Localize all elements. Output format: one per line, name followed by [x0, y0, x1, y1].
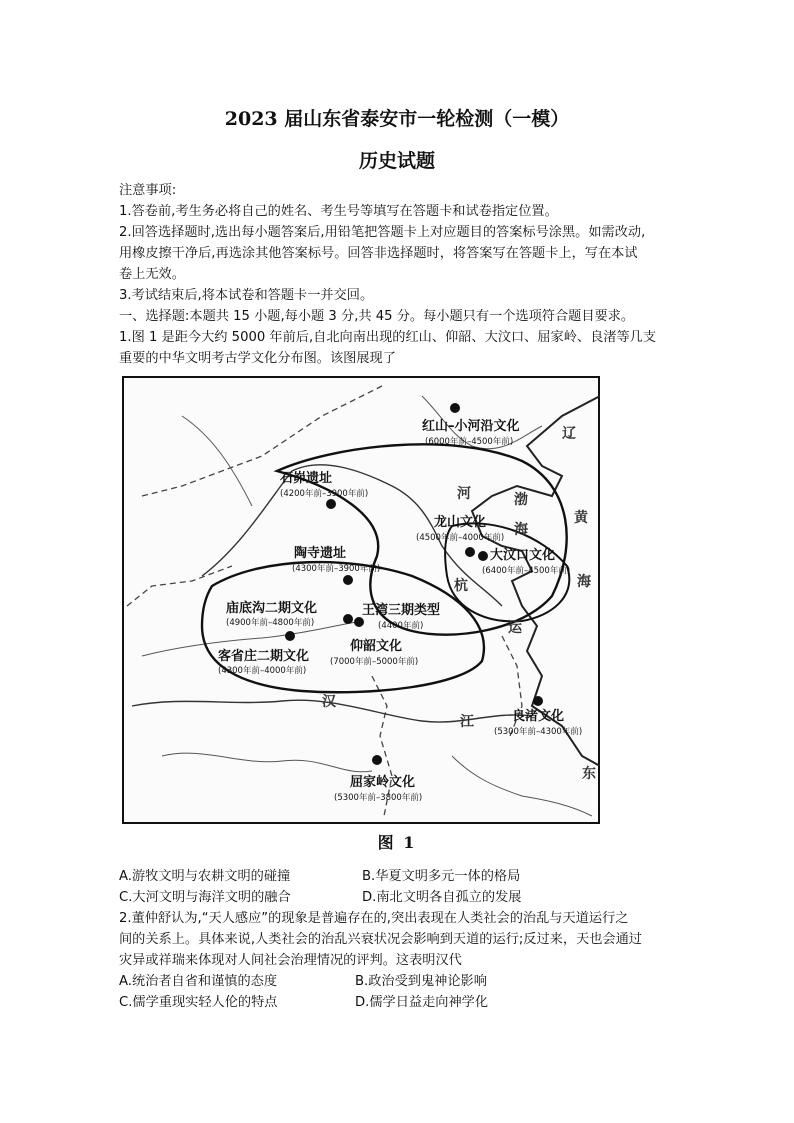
sea-label-huang-1: 黄: [574, 510, 588, 526]
exam-subject: 历史试题: [358, 150, 435, 172]
site-marker-taosi: [343, 575, 353, 585]
river-label-han: 汉: [322, 694, 336, 710]
sea-label-dong: 东: [582, 766, 596, 782]
note-item-1: 1.答卷前,考生务必将自己的姓名、考生号等填写在答题卡和试卷指定位置。: [119, 204, 558, 219]
q2-option-d[interactable]: D.儒学日益走向神学化: [355, 995, 489, 1010]
q2-stem-line1: 2.董仲舒认为,“天人感应”的现象是普遍存在的,突出表现在人类社会的治乱与天道运行之: [119, 911, 629, 926]
site-marker-longshan: [465, 547, 475, 557]
site-marker-wangwan: [354, 617, 364, 627]
q2-option-a[interactable]: A.统治者自省和谨慎的态度: [119, 974, 278, 989]
site-marker-shimao: [326, 499, 336, 509]
q2-option-c[interactable]: C.儒学重现实轻人伦的特点: [119, 995, 278, 1010]
river-label-hang: 杭: [454, 578, 468, 594]
label-qujialing: 屈家岭文化: [350, 775, 416, 790]
q1-option-d[interactable]: D.南北文明各自孤立的发展: [362, 890, 522, 905]
sea-label-bohai-2: 海: [514, 522, 528, 538]
label-miaodigou: 庙底沟二期文化: [226, 601, 318, 616]
q1-stem-line2: 重要的中华文明考古学文化分布图。该图展现了: [119, 351, 396, 366]
date-hongshan: (6000年前–4500年前): [425, 437, 514, 447]
label-shimao: 石峁遗址: [280, 471, 333, 486]
label-wangwan: 王湾三期类型: [362, 603, 441, 618]
section-heading: 一、选择题:本题共 15 小题,每小题 3 分,共 45 分。每小题只有一个选项符合题目要求。: [119, 309, 635, 324]
sea-label-huang-2: 海: [577, 574, 591, 590]
date-longshan: (4500年前–4000年前): [416, 533, 505, 543]
date-shimao: (4200年前–3900年前): [280, 489, 369, 499]
label-yangshao: 仰韶文化: [350, 639, 403, 654]
note-item-3: 3.考试结束后,将本试卷和答题卡一并交回。: [119, 288, 374, 303]
q1-option-c[interactable]: C.大河文明与海洋文明的融合: [119, 890, 291, 905]
note-item-2-line3: 卷上无效。: [119, 267, 185, 282]
sea-label-bohai-1: 渤: [514, 492, 528, 508]
river-label-he: 河: [457, 486, 471, 502]
river-label-jiang: 江: [460, 714, 474, 730]
q2-stem-line2: 间的关系上。具体来说,人类社会的治乱兴衰状况会影响到天道的运行;反过来，天也会通过: [119, 932, 642, 947]
note-item-2-line1: 2.回答选择题时,选出每小题答案后,用铅笔把答题卡上对应题目的答案标号涂黑。如需改动,: [119, 225, 646, 240]
culture-distribution-map: [122, 376, 600, 824]
label-hongshan: 红山–小河沿文化: [422, 419, 520, 434]
date-qujialing: (5300年前–3800年前): [334, 793, 423, 803]
date-liangzhu: (5300年前–4300年前): [494, 727, 583, 737]
date-taosi: (4300年前–3900年前): [292, 564, 381, 574]
label-dawenkou: 大汶口文化: [490, 548, 556, 563]
figure-caption: 图 1: [377, 833, 417, 852]
site-marker-hongshan: [450, 403, 460, 413]
note-item-2-line2: 用橡皮擦干净后,再选涂其他答案标号。回答非选择题时，将答案写在答题卡上，写在本试: [119, 246, 638, 261]
river-label-yun: 运: [508, 620, 522, 636]
map-frame: [123, 377, 599, 823]
date-keshengzhuang: (4300年前–4000年前): [218, 666, 307, 676]
site-marker-liangzhu: [533, 696, 543, 706]
site-marker-qujialing: [372, 755, 382, 765]
label-liangzhu: 良渚文化: [512, 709, 565, 724]
date-miaodigou: (4900年前–4800年前): [226, 618, 315, 628]
q1-stem-line1: 1.图 1 是距今大约 5000 年前后,自北向南出现的红山、仰韶、大汶口、屈家岭、良渚等几支: [119, 330, 657, 345]
date-yangshao: (7000年前–5000年前): [330, 657, 419, 667]
label-longshan: 龙山文化: [434, 515, 487, 530]
river-label-liao: 辽: [562, 426, 576, 442]
notes-heading: 注意事项:: [119, 183, 177, 198]
q2-option-b[interactable]: B.政治受到鬼神论影响: [355, 974, 487, 989]
site-marker-dawenkou: [478, 551, 488, 561]
label-keshengzhuang: 客省庄二期文化: [218, 649, 310, 664]
date-wangwan: (4400年前): [378, 621, 424, 631]
q2-stem-line3: 灾异或祥瑞来体现对人间社会治理情况的评判。这表明汉代: [119, 953, 462, 968]
q1-option-b[interactable]: B.华夏文明多元一体的格局: [362, 869, 521, 884]
site-marker-miaodigou: [285, 631, 295, 641]
site-marker-yangshao: [343, 614, 353, 624]
q1-option-a[interactable]: A.游牧文明与农耕文明的碰撞: [119, 869, 291, 884]
label-taosi: 陶寺遗址: [294, 546, 347, 561]
exam-title: 2023 届山东省泰安市一轮检测（一模）: [224, 108, 570, 130]
date-dawenkou: (6400年前–4500年前): [482, 566, 571, 576]
